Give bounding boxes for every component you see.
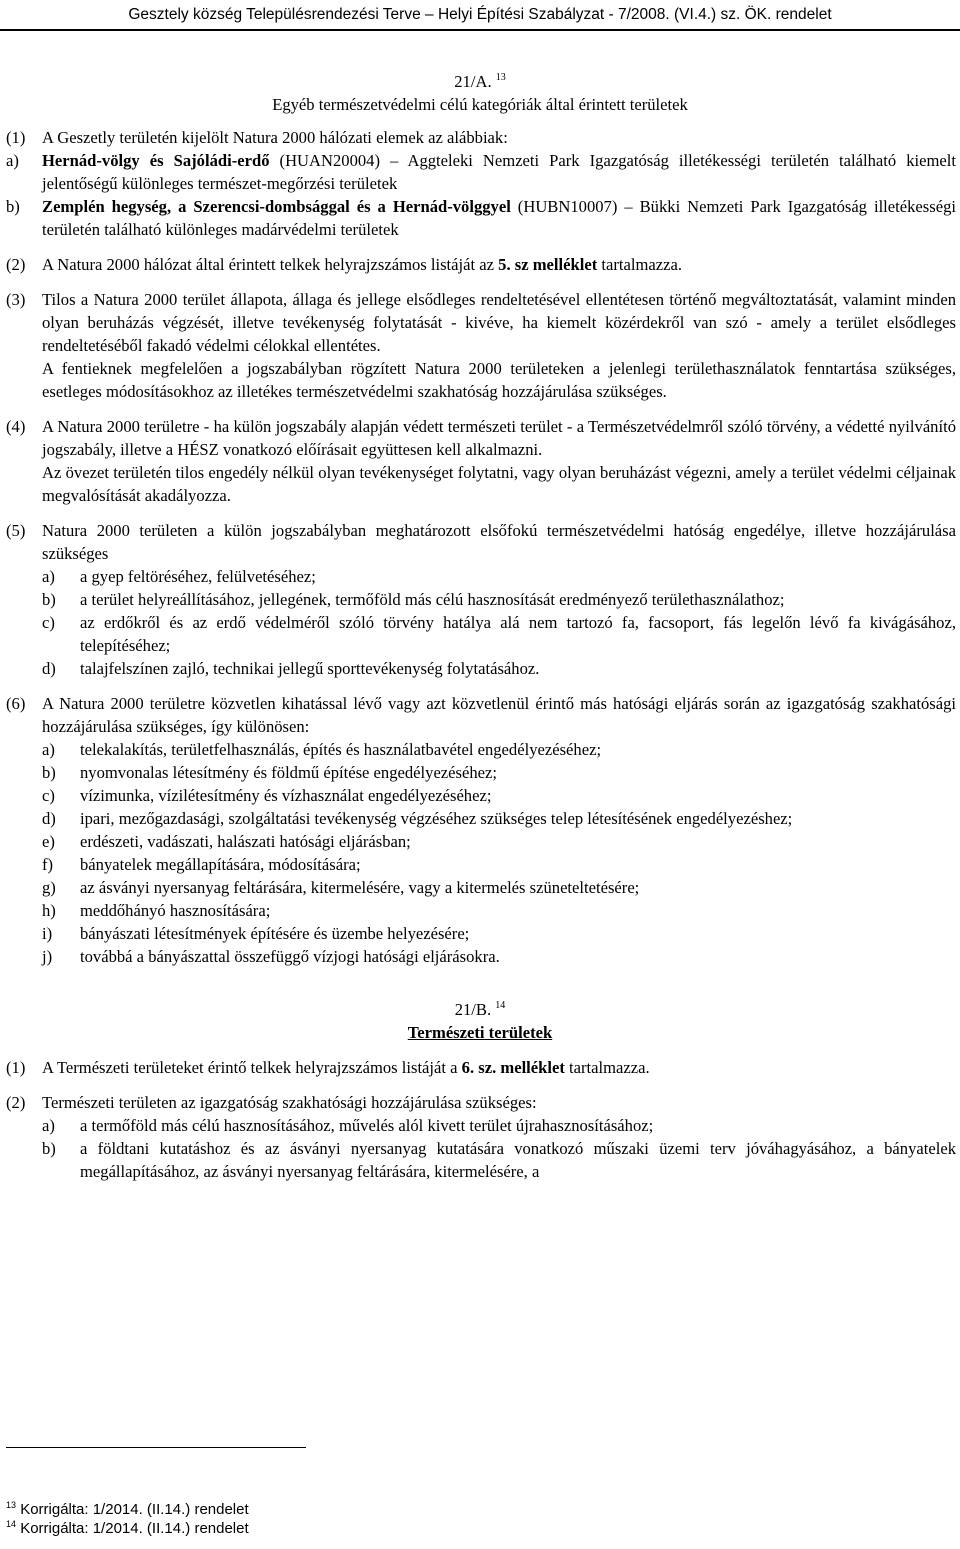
item-label: a) [42,740,55,759]
section-21b-title-text: Természeti területek [407,1023,553,1042]
paragraph-number: (4) [6,417,26,436]
s21a-paragraph-3 [0,288,960,403]
item-text: a gyep feltöréséhez, felülvetéséhez; [80,567,316,586]
item-label: f) [42,855,54,874]
section-21a-title: Egyéb természetvédelmi célú kategóriák által érintett területek [272,95,688,114]
paragraph-text: A Natura 2000 hálózat által érintett telkek helyrajzszámos listáját az [42,255,499,274]
item-text: bányászati létesítmények építésére és üzembe helyezésére; [80,924,470,943]
paragraph-intro: A Geszetly területén kijelölt Natura 2000 hálózati elemek az alábbiak: [42,128,508,147]
item-text: telekalakítás, területfelhasználás, építés és használatbavétel engedélyezéséhez; [80,740,602,759]
list-item [0,657,960,680]
paragraph-number: (5) [6,521,26,540]
footnote-ref-13[interactable]: 13 [495,72,506,83]
annex-reference: 5. sz melléklet [498,255,598,274]
s21a-paragraph-5 [0,519,960,565]
footnote-number: 14 [6,1519,17,1529]
list-item [0,588,960,611]
item-text: nyomvonalas létesítmény és földmű építése engedélyezéséhez; [80,763,497,782]
list-item [0,922,960,945]
section-21a-number: 21/A. [454,72,492,91]
item-text: (HUAN20004) – Aggteleki Nemzeti Park Igazgatóság illetékességi területén található kiemelt jelentőségű különleges természet-megőrzési területek [42,151,956,193]
item-text: a földtani kutatáshoz és az ásványi nyersanyag kutatására vonatkozó műszaki üzemi terv jóváhagyásához, a bányatelek megállapításához, az ásványi nyersanyag feltárására, kitermelésére, a [80,1139,956,1181]
item-text: (HUBN10007) – Bükki Nemzeti Park Igazgatóság illetékességi területén található különleges madárvédelmi területek [42,197,956,239]
list-item [0,761,960,784]
item-text: a termőföld más célú hasznosításához, művelés alól kivett terület újrahasznosításához; [80,1116,654,1135]
paragraph-text-end: tartalmazza. [597,255,682,274]
item-label: b) [42,763,56,782]
item-label: a) [42,1116,55,1135]
s21b-paragraph-1 [0,1056,960,1079]
paragraph-intro: Természeti területen az igazgatóság szakhatósági hozzájárulása szükséges: [42,1093,537,1112]
annex-reference: 6. sz. melléklet [461,1058,565,1077]
s21a-p1-item-a [0,149,960,195]
page-header [0,6,960,24]
list-item [0,830,960,853]
item-text: bányatelek megállapítására, módosítására; [80,855,361,874]
paragraph-text-2: Az övezet területén tilos engedély nélkül olyan tevékenységet folytatni, vagy olyan beruházást végezni, amely a terület védelmi céljainak megvalósítását akadályozza. [42,463,956,505]
section-21b-number: 21/B. [454,1000,492,1019]
paragraph-text: A Natura 2000 területre - ha külön jogszabály alapján védett természeti terület - a Természetvédelmről szóló törvény, a védetté nyilvánító jogszabály, illetve a HÉSZ vonatkozó előírásait együttesen kell alkalmazni. [42,417,956,459]
list-item [0,611,960,657]
paragraph-text-end: tartalmazza. [564,1058,650,1077]
item-label: a) [42,567,55,586]
paragraph-intro: A Natura 2000 területre közvetlen kihatással lévő vagy azt közvetlenül érintő más hatósági eljárás során az igazgatóság szakhatósági hozzájárulása szükséges, így különösen: [42,694,956,736]
paragraph-number: (1) [6,128,26,147]
item-label: c) [42,613,55,632]
footnote-ref-14[interactable]: 14 [495,1000,506,1011]
item-label: j) [42,947,53,966]
footnote-13 [6,1500,249,1519]
item-text: erdészeti, vadászati, halászati hatósági eljárásban; [80,832,411,851]
list-item [0,876,960,899]
section-21a-heading [0,70,960,93]
footnote-text: Korrigálta: 1/2014. (II.14.) rendelet [20,1501,249,1518]
list-item [0,565,960,588]
item-label: d) [42,659,56,678]
item-text: az erdőkről és az erdő védelméről szóló törvény hatálya alá nem tartozó fa, facsoport, fás legelőn lévő fa kivágásához, telepítéséhez; [80,613,956,655]
footnote-text: Korrigálta: 1/2014. (II.14.) rendelet [20,1520,249,1537]
footnote-separator [6,1447,306,1448]
header-text: Gesztely község Településrendezési Terve – Helyi Építési Szabályzat - 7/2008. (VI.4.) sz. ÖK. rendelet [128,6,832,23]
header-rule [0,29,960,31]
list-item [0,1114,960,1137]
item-label: b) [42,1139,56,1158]
paragraph-text-2: A fentieknek megfelelően a jogszabályban rögzített Natura 2000 területeken a jelenlegi területhasználatok fenntartása szükséges, esetleges módosításokhoz az illetékes természetvédelmi szakhatóság hozzájárulása szükséges. [42,359,956,401]
item-label: i) [42,924,53,943]
item-text: talajfelszínen zajló, technikai jellegű sporttevékenység folytatásához. [80,659,540,678]
item-bold-name: Hernád-völgy és Sajóládi-erdő [42,151,270,170]
s21a-paragraph-1 [0,126,960,149]
s21b-paragraph-2 [0,1091,960,1114]
item-label: g) [42,878,56,897]
item-label: b) [6,197,20,216]
list-item [0,738,960,761]
document-body [0,70,960,1183]
item-text: az ásványi nyersanyag feltárására, kitermelésére, vagy a kitermelés szüneteltetésére; [80,878,640,897]
item-label: d) [42,809,56,828]
paragraph-intro: Natura 2000 területen a külön jogszabályban meghatározott elsőfokú természetvédelmi hatóság engedélye, illetve hozzájárulása szükséges [42,521,956,563]
paragraph-number: (2) [6,255,26,274]
section-21b-heading [0,998,960,1021]
paragraph-number: (1) [6,1058,26,1077]
section-21b-title [0,1021,960,1044]
list-item [0,1137,960,1183]
item-label: b) [42,590,56,609]
item-label: c) [42,786,55,805]
footnotes [6,1500,249,1538]
paragraph-text: Tilos a Natura 2000 terület állapota, állaga és jellege elsődleges rendeltetésével ellentétesen történő megváltoztatását, valamint minden olyan beruházás végzését, illetve tevékenység folytatását - kivéve, ha kiemelt közérdekről van szó - amely a terület elsődleges rendeltetéséből fakadó védelmi célokkal ellentétes. [42,290,956,355]
paragraph-number: (3) [6,290,26,309]
item-text: ipari, mezőgazdasági, szolgáltatási tevékenység végzéséhez szükséges telep létesítésének engedélyezéshez; [80,809,793,828]
item-text: vízimunka, vízilétesítmény és vízhasználat engedélyezéséhez; [80,786,492,805]
footnote-14 [6,1519,249,1538]
paragraph-number: (2) [6,1093,26,1112]
footnote-number: 13 [6,1500,17,1510]
item-text: továbbá a bányászattal összefüggő vízjogi hatósági eljárásokra. [80,947,500,966]
paragraph-number: (6) [6,694,26,713]
s21a-p1-item-b [0,195,960,241]
list-item [0,853,960,876]
list-item [0,807,960,830]
list-item [0,945,960,968]
s21a-paragraph-6 [0,692,960,738]
list-item [0,899,960,922]
item-bold-name: Zemplén hegység, a Szerencsi-dombsággal és a Hernád-völggyel [42,197,511,216]
list-item [0,784,960,807]
item-label: e) [42,832,55,851]
s21a-paragraph-2 [0,253,960,276]
item-text: a terület helyreállításához, jellegének, termőföld más célú hasznosítását eredményező területhasználathoz; [80,590,785,609]
item-text: meddőhányó hasznosítására; [80,901,271,920]
paragraph-text: A Természeti területeket érintő telkek helyrajzszámos listáját a [42,1058,462,1077]
s21a-paragraph-4 [0,415,960,507]
item-label: h) [42,901,56,920]
item-label: a) [6,151,19,170]
